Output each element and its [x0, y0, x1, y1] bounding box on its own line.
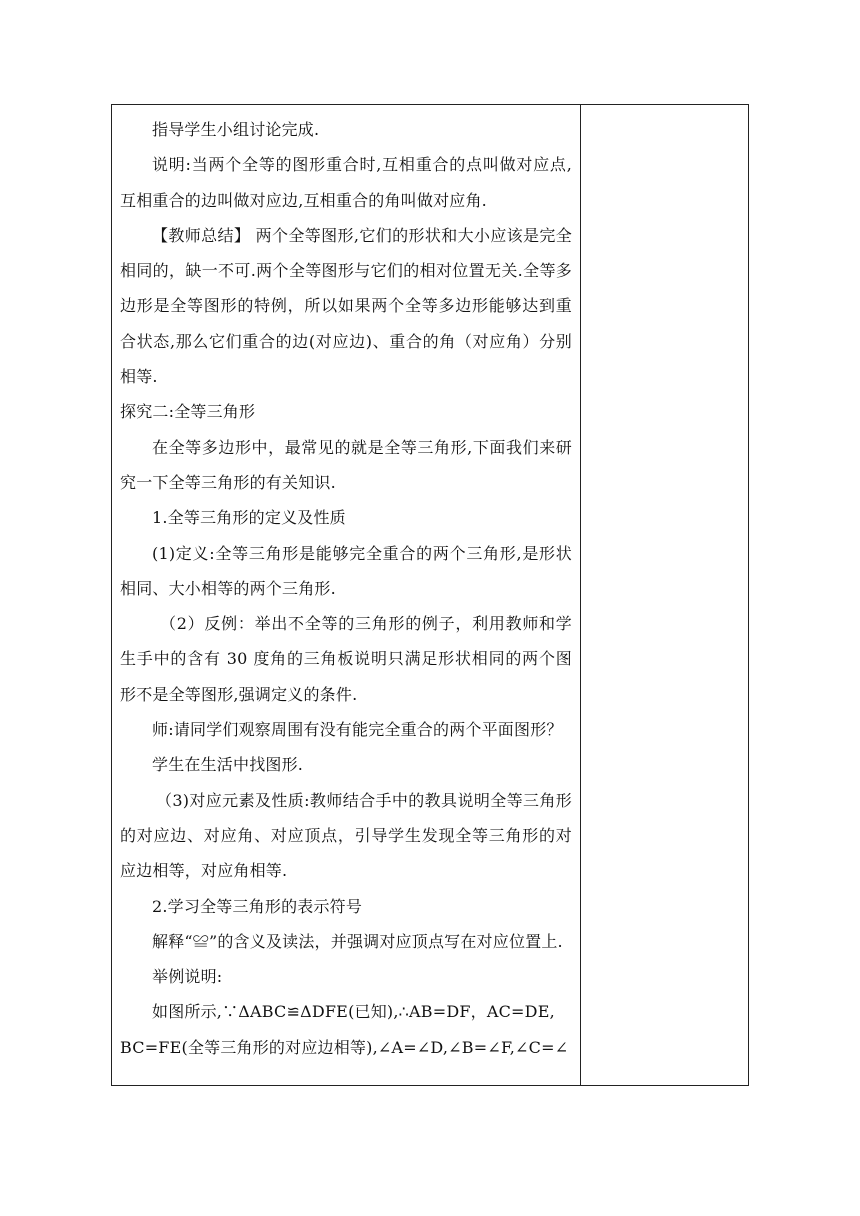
section-heading-explore-2: 探究二:全等三角形 — [120, 402, 256, 422]
paragraph-teacher-summary: 【教师总结】 两个全等图形,它们的形状和大小应该是完全相同的，缺一不可.两个全等图形与它们的相对位置无关.全等多边形是全等图形的特例，所以如果两个全等多边形能够达到重合状态,那么它们重合的边(对应边)、重合的角（对应角）分别相等. — [120, 225, 572, 387]
lesson-table — [111, 104, 749, 1086]
right-cell-empty — [581, 105, 748, 1085]
paragraph-intro: 在全等多边形中，最常见的就是全等三角形,下面我们来研究一下全等三角形的有关知识. — [120, 437, 572, 492]
subheading-notation: 2.学习全等三角形的表示符号 — [152, 896, 363, 916]
paragraph-definition: (1)定义:全等三角形是能够完全重合的两个三角形,是形状相同、大小相等的两个三角形. — [120, 543, 572, 598]
paragraph-example-label: 举例说明: — [152, 967, 223, 987]
paragraph-corresponding-elements: （3)对应元素及性质:教师结合手中的教具说明全等三角形的对应边、对应角、对应顶点，引导学生发现全等三角形的对应边相等，对应角相等. — [120, 790, 572, 881]
paragraph-teacher-question: 师:请同学们观察周围有没有能完全重合的两个平面图形？ — [152, 720, 563, 740]
paragraph-example-line-2: BC=FE(全等三角形的对应边相等),∠A=∠D,∠B=∠F,∠C=∠ — [120, 1037, 569, 1057]
paragraph-counterexample: （2）反例：举出不全等的三角形的例子，利用教师和学生手中的含有 30 度角的三角板说明只满足形状相同的两个图形不是全等图形,强调定义的条件. — [120, 614, 572, 704]
paragraph-symbol-explanation: 解释“≌”的含义及读法，并强调对应顶点写在对应位置上. — [152, 931, 563, 951]
paragraph-guide: 指导学生小组讨论完成. — [152, 120, 320, 139]
paragraph-explanation: 说明:当两个全等的图形重合时,互相重合的点叫做对应点,互相重合的边叫做对应边,互相重合的角叫做对应角. — [120, 155, 572, 210]
paragraph-student-activity: 学生在生活中找图形. — [152, 755, 304, 775]
subheading-definition: 1.全等三角形的定义及性质 — [152, 508, 346, 528]
paragraph-example-line-1: 如图所示,∵ΔABC≌ΔDFE(已知),∴AB=DF，AC=DE, — [152, 1002, 555, 1022]
left-cell-content — [120, 112, 572, 1065]
